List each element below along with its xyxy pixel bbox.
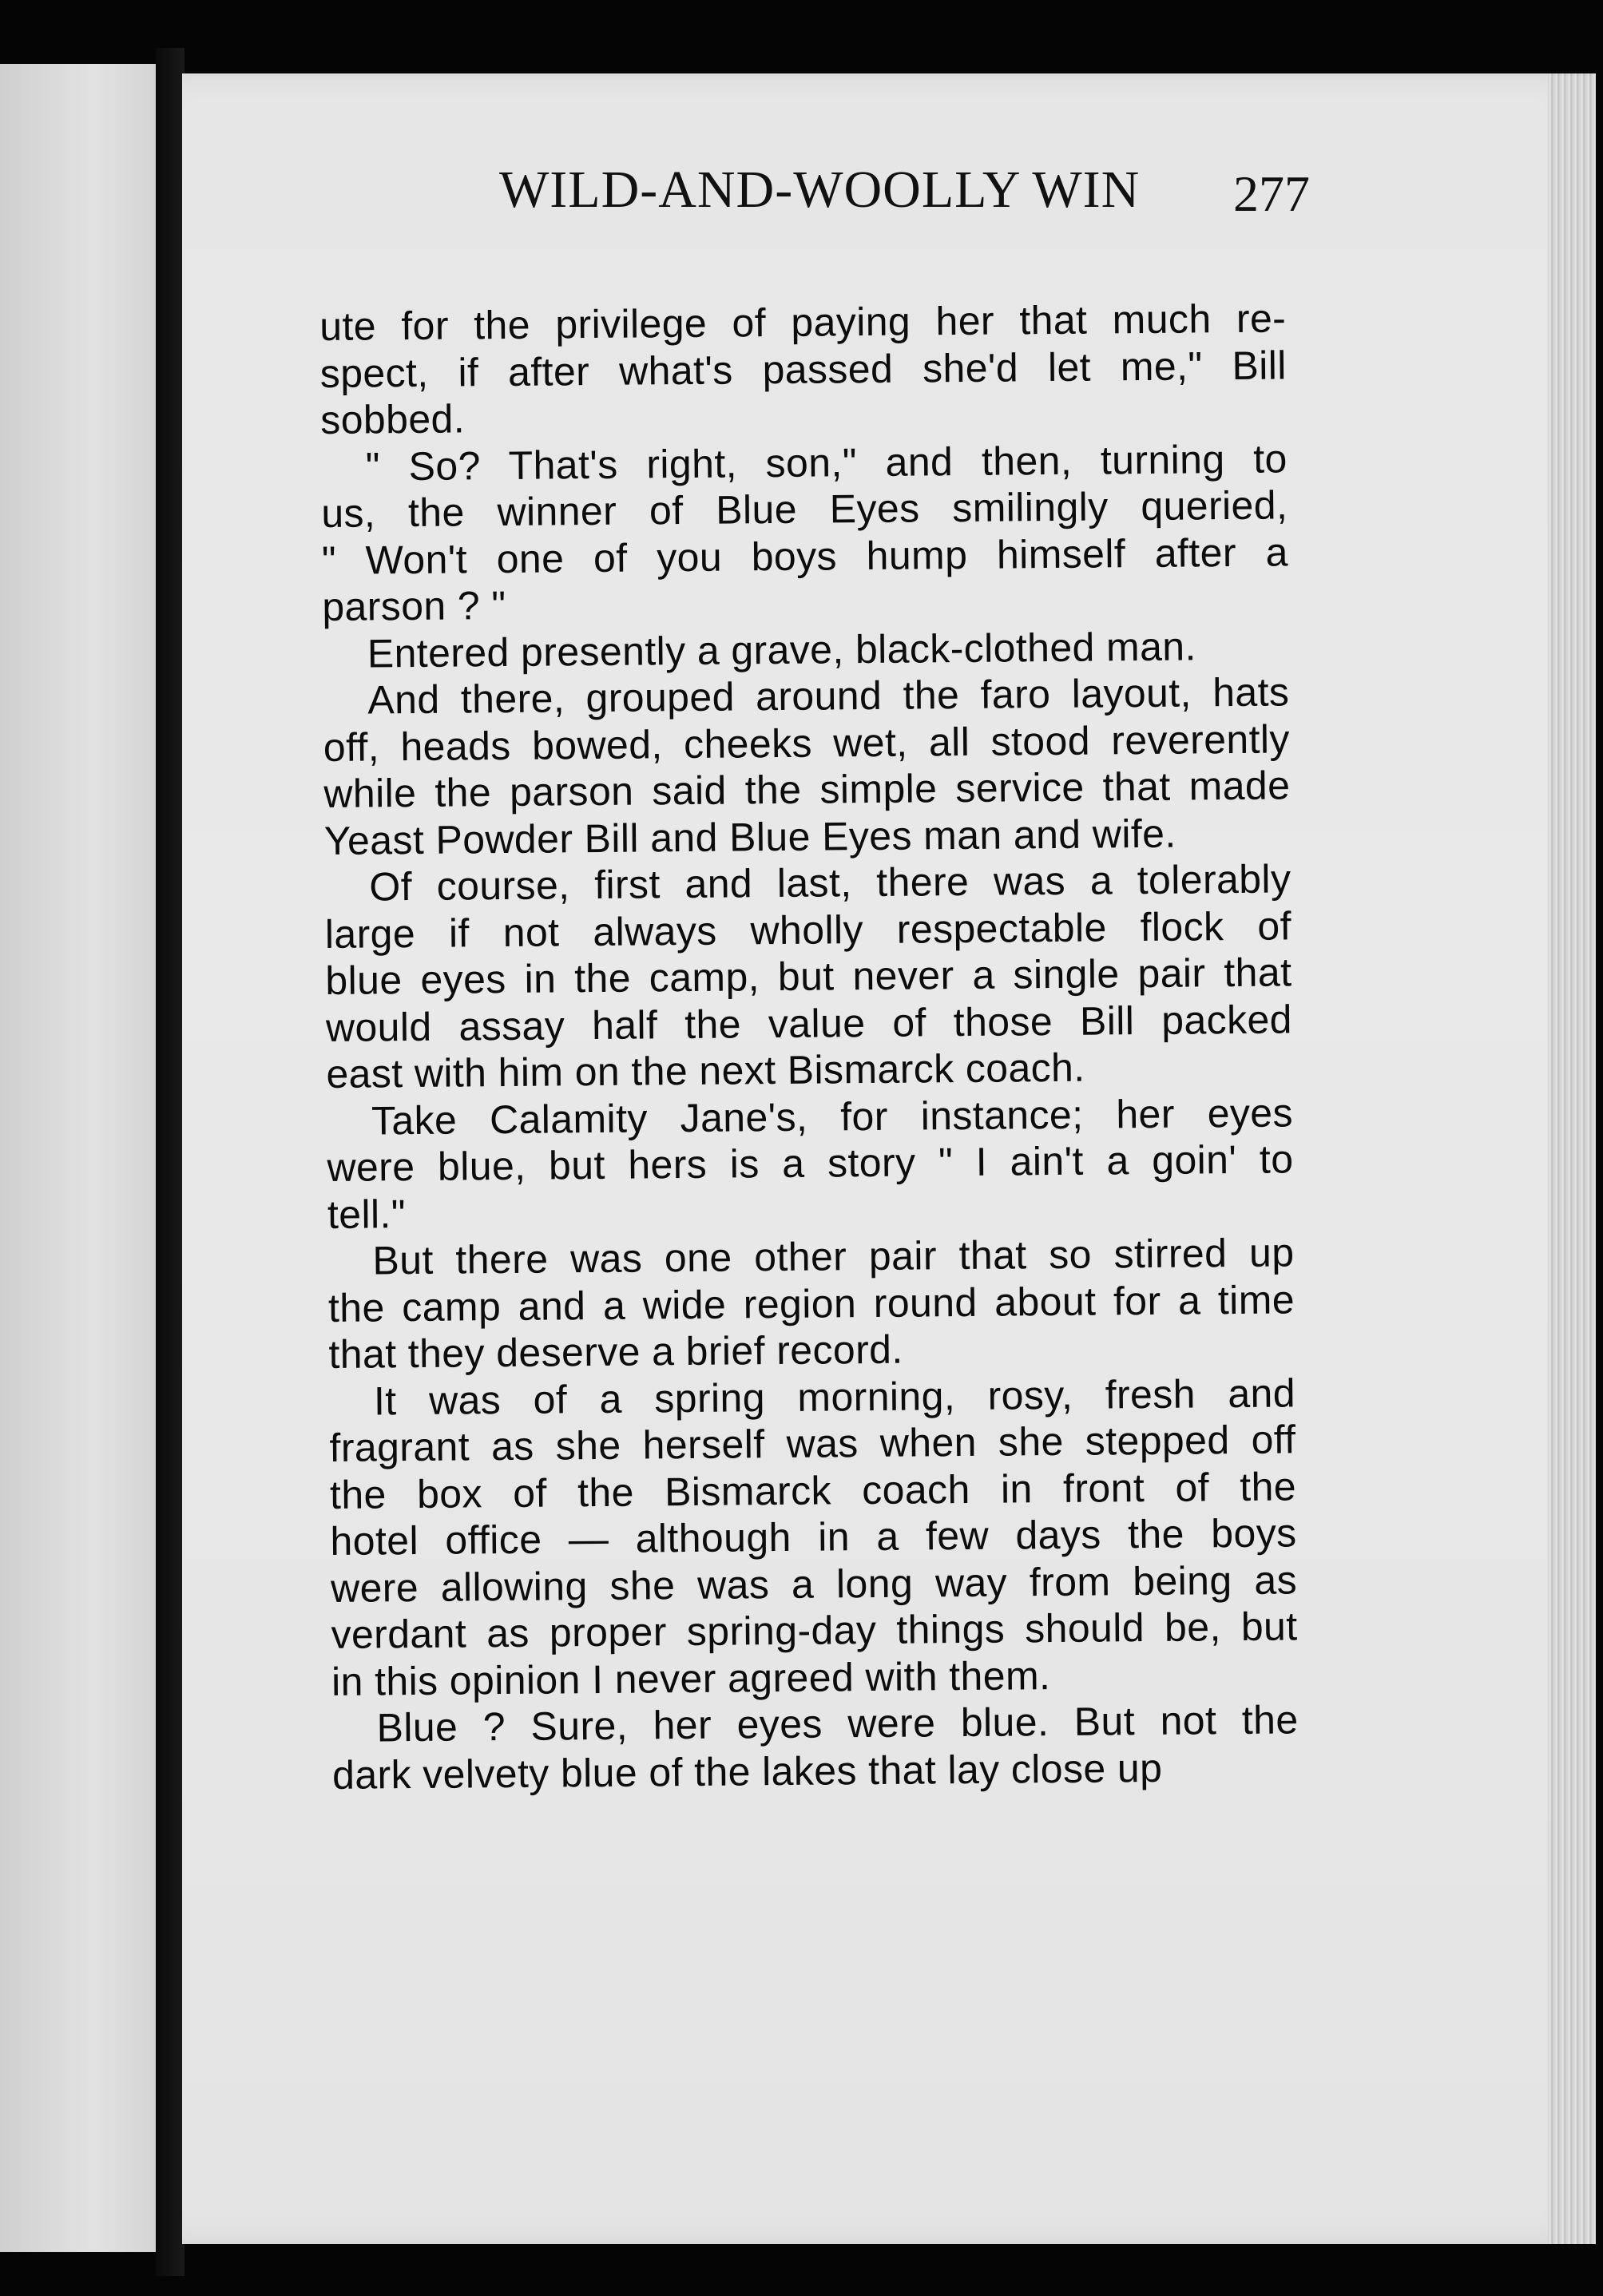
text-line: large if not always wholly respectable flock of <box>324 902 1292 957</box>
text-line: Blue ? Sure, her eyes were blue. But not the <box>376 1697 1299 1751</box>
text-line: off, heads bowed, cheeks wet, all stood reverently <box>323 716 1291 770</box>
text-line: fragrant as she herself was when she stepped off <box>329 1417 1296 1470</box>
text-line: that they deserve a brief record. <box>328 1326 903 1377</box>
text-line: " So? That's right, son," and then, turning to <box>365 435 1288 490</box>
text-line: the box of the Bismarck coach in front of the <box>329 1463 1297 1517</box>
text-line: parson ? " <box>322 582 506 629</box>
paragraph <box>323 668 1291 864</box>
text-line: in this opinion I never agreed with them. <box>331 1652 1051 1704</box>
page-number: 277 <box>1233 165 1310 222</box>
text-line: verdant as proper spring-day things should be, but <box>331 1604 1298 1657</box>
text-line: were blue, but hers is a story " I ain't a goin' to <box>327 1136 1294 1190</box>
body-text <box>319 295 1299 1798</box>
text-line: But there was one other pair that so stirred up <box>372 1230 1295 1283</box>
paragraph <box>331 1696 1299 1798</box>
paragraph <box>319 295 1287 443</box>
text-line: Of course, first and last, there was a tolerably <box>369 856 1292 910</box>
text-line: us, the winner of Blue Eyes smilingly queried, <box>321 482 1288 536</box>
text-line: ute for the privilege of paying her that much re- <box>319 295 1287 349</box>
text-line: the camp and a wide region round about for a time <box>327 1276 1295 1330</box>
text-line: " Won't one of you boys hump himself after a <box>321 529 1289 583</box>
running-head: WILD-AND-WOOLLY WIN <box>499 161 1141 219</box>
text-line: dark velvety blue of the lakes that lay close up <box>331 1745 1163 1798</box>
paragraph <box>324 855 1293 1097</box>
book-spine-shadow <box>156 48 185 2276</box>
page-header <box>319 160 1310 232</box>
paragraph <box>327 1089 1294 1238</box>
text-line: would assay half the value of those Bill packed <box>325 996 1293 1050</box>
text-line: Take Calamity Jane's, for instance; her eyes <box>371 1089 1294 1143</box>
page-stack-edge <box>1548 73 1596 2244</box>
text-line: Entered presently a grave, black-clothed man. <box>367 623 1197 676</box>
text-line: And there, grouped around the faro layout, hats <box>367 669 1290 723</box>
paragraph <box>329 1370 1299 1705</box>
text-line: while the parson said the simple service that made <box>323 763 1291 816</box>
facing-page-edge <box>0 64 167 2252</box>
text-line: sobbed. <box>320 396 466 442</box>
paragraph <box>327 1229 1295 1378</box>
text-line: spect, if after what's passed she'd let me," Bill <box>319 342 1287 396</box>
text-line: were allowing she was a long way from being as <box>330 1556 1298 1611</box>
paragraph <box>323 622 1289 677</box>
text-line: tell." <box>327 1191 407 1237</box>
text-line: Yeast Powder Bill and Blue Eyes man and wife. <box>323 811 1176 863</box>
paragraph <box>321 435 1289 631</box>
text-line: east with him on the next Bismarck coach. <box>326 1045 1085 1096</box>
text-line: hotel office — although in a few days the boys <box>330 1510 1297 1564</box>
text-line: It was of a spring morning, rosy, fresh and <box>373 1370 1296 1423</box>
text-line: blue eyes in the camp, but never a single pair that <box>325 950 1292 1003</box>
